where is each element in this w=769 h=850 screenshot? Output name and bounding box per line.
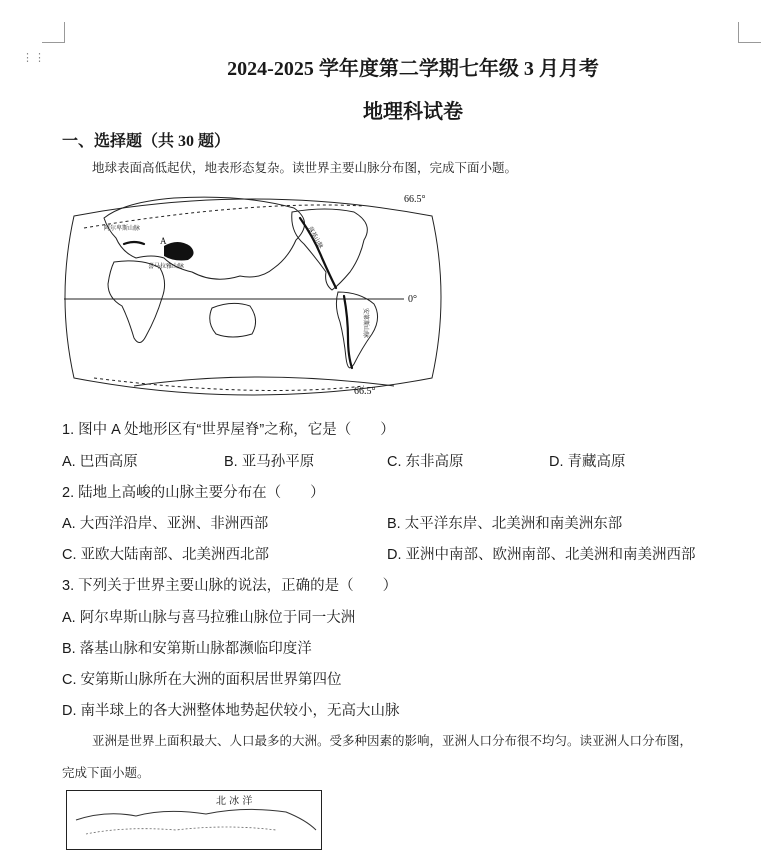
q2-option-c[interactable]: C. 亚欧大陆南部、北美洲西北部 <box>62 547 270 563</box>
andes-range <box>344 296 352 368</box>
eurasia-outline <box>104 197 305 279</box>
map-himalaya-label: 喜马拉雅山脉 <box>148 264 185 270</box>
asia-population-map <box>66 790 322 850</box>
q1-option-d[interactable]: D. 青藏高原 <box>549 454 626 470</box>
africa-outline <box>108 261 165 343</box>
top-right-margin-mark <box>738 22 761 43</box>
drag-handle-icon[interactable]: ⋮⋮ <box>22 52 46 64</box>
q3-option-b[interactable]: B. 落基山脉和安第斯山脉都濒临印度洋 <box>62 641 312 657</box>
passage-1: 地球表面高低起伏，地表形态复杂。读世界主要山脉分布图，完成下面小题。 <box>92 160 518 175</box>
map-lat-north-label: 66.5° <box>404 194 426 205</box>
map-rocky-label: 落基山脉 <box>306 226 324 250</box>
tibetan-plateau-a <box>164 242 194 261</box>
document-subtitle: 地理科试卷 <box>363 101 463 123</box>
q3-option-c[interactable]: C. 安第斯山脉所在大洲的面积居世界第四位 <box>62 672 342 688</box>
antarctica-outline <box>134 377 394 386</box>
passage-2-line-2: 完成下面小题。 <box>62 765 150 780</box>
antarctic-circle <box>94 378 364 391</box>
map-andes-label: 安第斯山脉 <box>362 308 368 339</box>
document-title: 2024-2025 学年度第二学期七年级 3 月月考 <box>227 58 599 80</box>
q1-option-b[interactable]: B. 亚马孙平原 <box>224 454 315 470</box>
q2-option-a[interactable]: A. 大西洋沿岸、亚洲、非洲西部 <box>62 516 269 532</box>
map-lat-south-label: 66.5° <box>354 386 376 397</box>
arctic-circle <box>84 205 364 228</box>
world-mountain-map <box>64 188 442 406</box>
question-1-stem: 1. 图中 A 处地形区有“世界屋脊”之称，它是（ ） <box>62 422 395 438</box>
alps-range <box>124 242 144 244</box>
q1-option-c[interactable]: C. 东非高原 <box>387 454 464 470</box>
q3-option-d[interactable]: D. 南半球上的各大洲整体地势起伏较小，无高大山脉 <box>62 703 400 719</box>
map-alps-label: 阿尔卑斯山脉 <box>104 226 141 232</box>
q2-option-d[interactable]: D. 亚洲中南部、欧洲南部、北美洲和南美洲西部 <box>387 547 696 563</box>
question-3-stem: 3. 下列关于世界主要山脉的说法，正确的是（ ） <box>62 578 398 594</box>
section-heading: 一、选择题（共 30 题） <box>62 133 231 150</box>
question-2-stem: 2. 陆地上高峻的山脉主要分布在（ ） <box>62 485 325 501</box>
arctic-ocean-label: 北 冰 洋 <box>216 796 253 807</box>
q3-option-a[interactable]: A. 阿尔卑斯山脉与喜马拉雅山脉位于同一大洲 <box>62 610 356 626</box>
south-america-outline <box>336 292 377 368</box>
rocky-range <box>300 218 336 288</box>
q2-option-b[interactable]: B. 太平洋东岸、北美洲和南美洲东部 <box>387 516 623 532</box>
australia-outline <box>210 303 256 337</box>
q1-option-a[interactable]: A. 巴西高原 <box>62 454 138 470</box>
map-point-a-label: A <box>160 236 167 246</box>
passage-2-line-1: 亚洲是世界上面积最大、人口最多的大洲。受多种因素的影响，亚洲人口分布很不均匀。读亚洲人口分布图， <box>92 733 693 748</box>
top-left-margin-mark <box>42 22 65 43</box>
map-equator-label: 0° <box>408 294 417 305</box>
